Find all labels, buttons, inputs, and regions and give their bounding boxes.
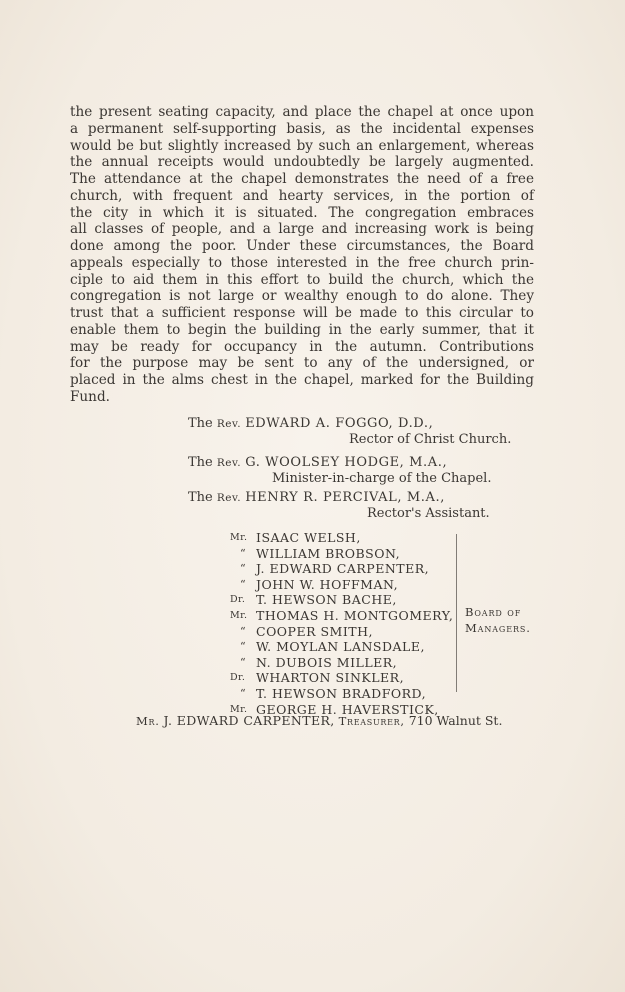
member-name: T. HEWSON BRADFORD, — [256, 685, 427, 701]
paragraph-line: The attendance at the chapel demonstrates the need of a free — [70, 171, 534, 187]
paragraph-line: the present seating capacity, and place the chapel at once upon — [70, 104, 534, 120]
paragraph-line: may be ready for occupancy in the autumn. Contributions — [70, 338, 534, 355]
paragraph-line: placed in the alms chest in the chapel, marked for the Building — [70, 372, 534, 388]
signatory-title: Rector of Christ Church. — [349, 432, 512, 447]
paragraph-line: trust that a sufficient response will be made to this circular to — [70, 305, 534, 321]
paragraph-line: the city in which it is situated. The congregation embraces — [70, 204, 534, 221]
member-prefix: “ — [239, 655, 247, 669]
paragraph-line: appeals especially to those interested in the free church prin- — [70, 254, 534, 271]
board-member — [230, 530, 453, 546]
board-of-managers-label — [465, 604, 531, 636]
treasurer-prefix: Mr. — [136, 714, 160, 728]
member-prefix: “ — [239, 546, 247, 560]
paragraph-line: done among the poor. Under these circumstances, the Board — [70, 238, 534, 254]
board-member — [230, 561, 453, 577]
paragraph-line: the annual receipts would undoubtedly be largely augmented. — [70, 154, 534, 171]
board-members-list — [230, 530, 453, 717]
signatory-title: Rector's Assistant. — [367, 506, 490, 521]
appeal-paragraph — [70, 104, 534, 406]
member-name: T. HEWSON BACHE, — [256, 592, 397, 608]
member-name: WILLIAM BROBSON, — [256, 545, 401, 561]
member-prefix: Dr. — [230, 672, 246, 684]
signatory-prefix: The — [188, 490, 213, 505]
treasurer-role: Treasurer, — [338, 714, 405, 728]
paragraph-line: congregation is not large or wealthy enough to do alone. They — [70, 288, 534, 305]
paragraph-line: a permanent self-supporting basis, as the incidental expenses — [70, 120, 534, 137]
board-member — [230, 639, 453, 655]
board-member — [230, 546, 453, 562]
member-prefix: “ — [239, 577, 247, 591]
signatory-foggo — [188, 416, 433, 431]
paragraph-line: enable them to begin the building in the early summer, that it — [70, 321, 534, 338]
board-member — [230, 608, 453, 624]
treasurer-line — [136, 713, 502, 728]
member-prefix: Mr. — [230, 609, 248, 621]
signatory-prefix: The — [188, 416, 213, 431]
paragraph-line: all classes of people, and a large and increasing work is being — [70, 221, 534, 238]
treasurer-name: J. EDWARD CARPENTER, — [163, 713, 335, 728]
treasurer-address: 710 Walnut St. — [408, 713, 503, 728]
board-member — [230, 624, 453, 640]
signatory-rev: Rev. — [216, 418, 242, 430]
board-member — [230, 592, 453, 608]
board-label-line: Board of — [465, 605, 522, 619]
member-prefix: “ — [239, 640, 247, 654]
member-name: THOMAS H. MONTGOMERY, — [256, 607, 454, 623]
signatory-rev: Rev. — [216, 492, 242, 504]
bracket-line — [456, 534, 457, 692]
signatory-hodge — [188, 455, 447, 470]
member-prefix: Dr. — [230, 594, 246, 606]
member-name: W. MOYLAN LANSDALE, — [256, 639, 425, 655]
signatory-rev: Rev. — [216, 457, 242, 469]
member-name: GEORGE H. HAVERSTICK, — [256, 701, 439, 717]
board-member — [230, 655, 453, 671]
member-name: JOHN W. HOFFMAN, — [256, 576, 399, 592]
paragraph-line: ciple to aid them in this effort to build the church, which the — [70, 271, 534, 288]
board-member — [230, 670, 453, 686]
member-name: ISAAC WELSH, — [256, 530, 361, 545]
member-prefix: Mr. — [230, 703, 248, 715]
paragraph-line: Fund. — [70, 388, 110, 405]
signatory-title: Minister-in-charge of the Chapel. — [272, 471, 492, 486]
member-name: COOPER SMITH, — [256, 623, 373, 639]
member-name: WHARTON SINKLER, — [256, 670, 405, 686]
paragraph-line: for the purpose may be sent to any of the undersigned, or — [70, 355, 534, 372]
member-prefix: Mr. — [230, 532, 248, 543]
member-prefix: “ — [239, 624, 247, 638]
board-member — [230, 686, 453, 702]
paragraph-line: would be but slightly increased by such an enlargement, whereas — [70, 137, 534, 154]
member-prefix: “ — [239, 562, 247, 576]
signatory-name: HENRY R. PERCIVAL, M.A., — [245, 490, 445, 505]
board-member — [230, 577, 453, 593]
member-name: N. DUBOIS MILLER, — [256, 654, 398, 670]
signatory-name: G. WOOLSEY HODGE, M.A., — [245, 455, 448, 470]
signatory-prefix: The — [188, 455, 213, 470]
signatory-percival — [188, 490, 445, 505]
member-prefix: “ — [239, 686, 247, 700]
paragraph-line: church, with frequent and hearty services, in the portion of — [70, 187, 534, 204]
board-label-line: Managers. — [465, 621, 531, 635]
member-name: J. EDWARD CARPENTER, — [256, 561, 430, 577]
signatory-name: EDWARD A. FOGGO, D.D., — [245, 416, 434, 431]
